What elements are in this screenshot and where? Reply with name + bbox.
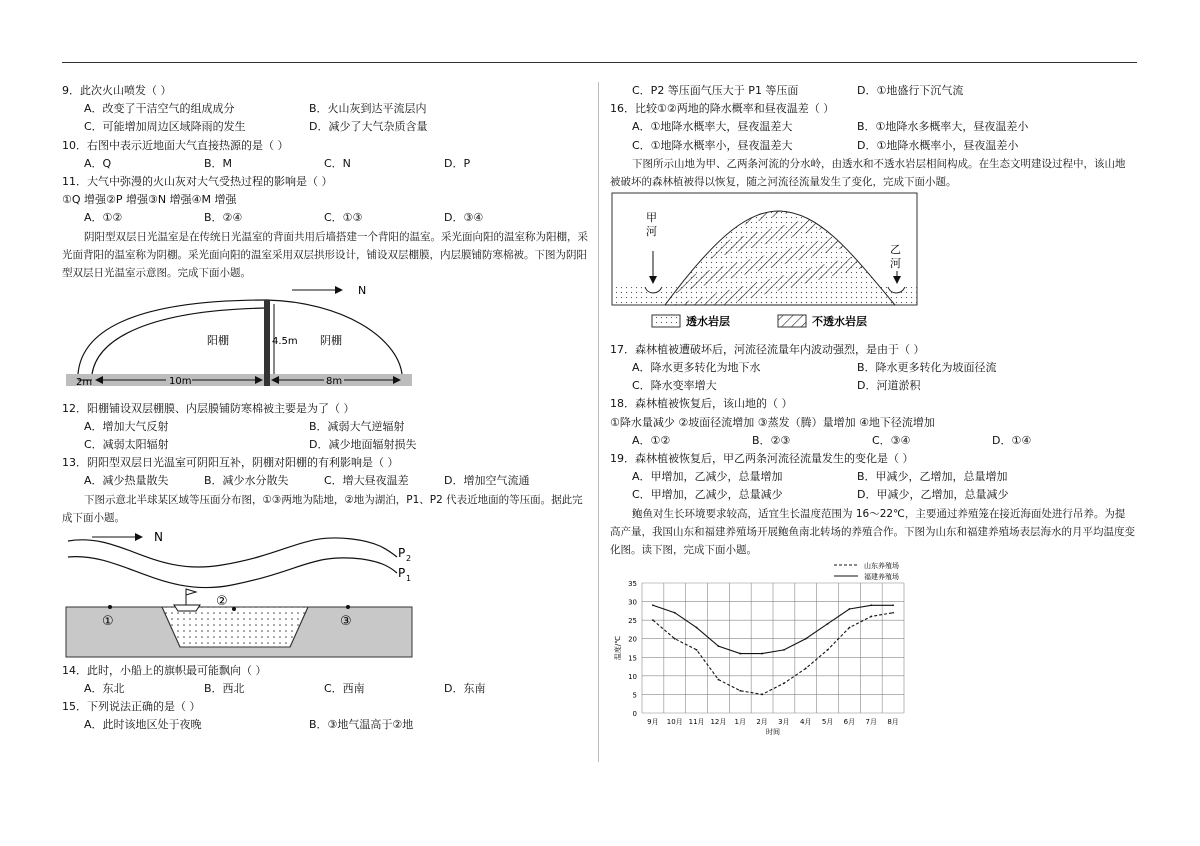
legend-permeable-swatch xyxy=(652,315,680,327)
q10-options xyxy=(62,155,592,173)
data-point xyxy=(696,626,698,628)
x-tick-label: 2月 xyxy=(756,717,768,726)
x-tick-label: 7月 xyxy=(865,717,877,726)
point-1-label: ① xyxy=(102,613,114,629)
point-3 xyxy=(346,605,350,609)
x-tick-label: 8月 xyxy=(887,717,899,726)
y-tick-label: 35 xyxy=(628,579,637,588)
point-1 xyxy=(108,605,112,609)
yang-inner-arch xyxy=(92,308,267,374)
isobar-p2 xyxy=(68,538,397,567)
q16-option-d: D．①地降水概率小，昼夜温差小 xyxy=(857,138,1019,152)
right-column xyxy=(610,82,1135,759)
data-point xyxy=(652,619,654,621)
q10-stem: 10．右图中表示近地面大气直接热源的是（ ） xyxy=(62,138,289,152)
boat-flag xyxy=(186,589,196,595)
y-tick-label: 25 xyxy=(628,616,637,625)
q13-stem: 13．阴阳型双层日光温室可阴阳互补，阴棚对阳棚的有利影响是（ ） xyxy=(62,456,399,470)
q15-option-c: C．P2 等压面气压大于 P1 等压面 xyxy=(632,84,799,97)
shared-wall xyxy=(264,300,270,386)
q10-option-b: B．M xyxy=(204,156,233,170)
legend-label: 福建养殖场 xyxy=(864,572,899,581)
data-point xyxy=(849,626,851,628)
x-tick-label: 6月 xyxy=(843,717,856,726)
data-point xyxy=(718,645,720,647)
x-axis-label: 时间 xyxy=(766,727,780,736)
x-tick-label: 4月 xyxy=(800,717,812,726)
q14-options xyxy=(62,680,592,698)
q13-option-a: A．减少热量散失 xyxy=(84,474,169,488)
q18-option-d: D．①④ xyxy=(992,433,1032,447)
data-point xyxy=(783,649,785,651)
lake xyxy=(162,607,308,647)
point-3-label: ③ xyxy=(340,613,352,629)
p1-subscript: 1 xyxy=(406,573,412,583)
q18-stem: 18．森林植被恢复后，该山地的（ ） xyxy=(610,397,793,411)
data-point xyxy=(783,682,785,684)
q10-option-a: A．Q xyxy=(84,156,112,170)
data-point xyxy=(892,604,894,606)
data-point xyxy=(870,615,872,617)
q14-option-a: A．东北 xyxy=(84,681,125,695)
q16-options-row2 xyxy=(610,137,1135,155)
height-label: 4.5m xyxy=(272,335,298,347)
intro-greenhouse: 阴阳型双层日光温室是在传统日光温室的背面共用后墙搭建一个背阳的温室。采光面向阳的温室称为阳棚，采光面背阳的温室称为阴棚。采光面向阳的温室采用双层拱形设计，铺设双层棚膜，内层膜铺防寒棉被。下图为阴阳型双层日光温室示意图。完成下面小题。 xyxy=(62,230,588,279)
q12-options-row1 xyxy=(62,418,592,436)
q10-option-c: C．N xyxy=(324,156,351,170)
q19-options-row2 xyxy=(610,486,1135,504)
q18-sub: ①降水量减少 ②坡面径流增加 ③蒸发（腾）量增加 ④地下径流增加 xyxy=(610,415,935,429)
temperature-chart xyxy=(610,559,990,759)
q11-options xyxy=(62,209,592,227)
data-point xyxy=(718,678,720,680)
q13-option-d: D．增加空气流通 xyxy=(444,474,530,488)
data-point xyxy=(674,611,676,613)
legend-label: 山东养殖场 xyxy=(864,561,899,570)
q9-option-d: D．减少了大气杂质含量 xyxy=(309,120,428,134)
q12-option-a: A．增加大气反射 xyxy=(84,419,169,433)
q14-option-d: D．东南 xyxy=(444,681,486,695)
q16-option-a: A．①地降水概率大，昼夜温差大 xyxy=(632,120,793,134)
q11-option-a: A．①② xyxy=(84,211,123,225)
q19-option-b: B．甲减少，乙增加，总量增加 xyxy=(857,470,1008,484)
p2-label: P xyxy=(398,545,406,560)
data-point xyxy=(761,652,763,654)
q12-options-row2 xyxy=(62,436,592,454)
data-point xyxy=(805,667,807,669)
q18-option-b: B．②③ xyxy=(752,433,791,447)
q10-option-d: D．P xyxy=(444,156,471,170)
q12-option-d: D．减少地面辐射损失 xyxy=(309,438,417,452)
x-tick-label: 10月 xyxy=(666,717,683,726)
dim-2m-label: 2m xyxy=(76,376,93,388)
q13-option-b: B．减少水分散失 xyxy=(204,474,289,488)
q14-option-c: C．西南 xyxy=(324,681,365,695)
q19-option-c: C．甲增加，乙减少，总量减少 xyxy=(632,488,783,502)
data-point xyxy=(870,604,872,606)
y-axis-label: 温度/℃ xyxy=(614,635,622,660)
data-point xyxy=(696,649,698,651)
q16-options-row1 xyxy=(610,118,1135,136)
y-tick-label: 10 xyxy=(628,672,637,681)
q19-stem: 19．森林植被恢复后，甲乙两条河流径流量发生的变化是（ ） xyxy=(610,452,914,466)
data-point xyxy=(652,604,654,606)
q17-options-row1 xyxy=(610,359,1135,377)
yang-label: 阳棚 xyxy=(207,333,229,347)
greenhouse-diagram xyxy=(62,282,412,400)
dim-8m-label: 8m xyxy=(326,375,343,387)
point-2-label: ② xyxy=(216,593,228,609)
x-tick-label: 9月 xyxy=(647,717,659,726)
q15-options-row1 xyxy=(62,716,592,734)
header-rule xyxy=(62,62,1137,63)
q12-option-c: C．减弱太阳辐射 xyxy=(84,438,169,452)
q11-stem: 11．大气中弥漫的火山灰对大气受热过程的影响是（ ） xyxy=(62,175,333,189)
q16-option-b: B．①地降水多概率大，昼夜温差小 xyxy=(857,120,1029,134)
data-point xyxy=(761,693,763,695)
data-point xyxy=(674,637,676,639)
boat xyxy=(174,605,200,611)
q15-option-d: D．①地盛行下沉气流 xyxy=(857,84,964,97)
column-divider xyxy=(598,82,599,762)
q14-stem: 14．此时，小船上的旗帜最可能飘向（ ） xyxy=(62,663,267,677)
p2-subscript: 2 xyxy=(406,553,412,563)
q17-options-row2 xyxy=(610,377,1135,395)
data-point xyxy=(827,623,829,625)
q15-option-a: A．此时该地区处于夜晚 xyxy=(84,718,202,732)
q19-option-a: A．甲增加，乙减少，总量增加 xyxy=(632,470,783,484)
dim-10m-label: 10m xyxy=(169,375,192,387)
q12-option-b: B．减弱大气逆辐射 xyxy=(309,419,405,433)
q18-option-c: C．③④ xyxy=(872,433,911,447)
point-2 xyxy=(232,607,236,611)
yi-label: 乙河 xyxy=(890,242,901,270)
q11-option-c: C．①③ xyxy=(324,211,363,225)
data-point xyxy=(739,689,741,691)
legend-impermeable-label: 不透水岩层 xyxy=(812,314,867,328)
x-tick-label: 11月 xyxy=(688,717,705,726)
q9-option-c: C．可能增加周边区域降雨的发生 xyxy=(84,120,246,134)
jia-label: 甲河 xyxy=(646,210,657,238)
q17-option-c: C．降水变率增大 xyxy=(632,379,717,393)
data-point xyxy=(892,611,894,613)
north-label: N xyxy=(358,283,367,297)
q19-option-d: D．甲减少，乙增加，总量减少 xyxy=(857,488,1009,502)
q9-options-row1 xyxy=(62,100,592,118)
q17-stem: 17．森林植被遭破坏后，河流径流量年内波动强烈，是由于（ ） xyxy=(610,342,925,356)
q19-options-row1 xyxy=(610,468,1135,486)
x-tick-label: 12月 xyxy=(710,717,727,726)
y-tick-label: 30 xyxy=(628,598,637,607)
intro-mountain: 下图所示山地为甲、乙两条河流的分水岭，由透水和不透水岩层相间构成。在生态文明建设过程中，该山地被破坏的森林植被得以恢复，随之河流径流量发生了变化，完成下面小题。 xyxy=(610,157,1126,188)
x-tick-label: 5月 xyxy=(821,717,834,726)
data-point xyxy=(739,652,741,654)
q15-option-b: B．③地气温高于②地 xyxy=(309,718,414,732)
x-tick-label: 3月 xyxy=(778,717,790,726)
q11-option-d: D．③④ xyxy=(444,211,484,225)
y-tick-label: 0 xyxy=(632,709,637,718)
intro-isobar: 下图示意北半球某区域等压面分布图，①③两地为陆地，②地为湖泊，P1、P2 代表近地面的等压面。据此完成下面小题。 xyxy=(62,493,583,524)
q13-options xyxy=(62,472,592,490)
isobar-north-label: N xyxy=(154,529,163,544)
x-tick-label: 1月 xyxy=(734,717,746,726)
q11-option-b: B．②④ xyxy=(204,211,243,225)
q17-option-a: A．降水更多转化为地下水 xyxy=(632,361,761,375)
q15-stem: 15．下列说法正确的是（ ） xyxy=(62,700,201,714)
q17-option-d: D．河道淤积 xyxy=(857,379,921,393)
left-column xyxy=(62,82,592,734)
isobar-diagram xyxy=(62,527,422,662)
q9-stem: 9．此次火山喷发（ ） xyxy=(62,84,172,97)
legend-permeable-label: 透水岩层 xyxy=(686,314,730,328)
q14-option-b: B．西北 xyxy=(204,681,245,695)
data-point xyxy=(849,608,851,610)
q12-stem: 12．阳棚铺设双层棚膜、内层膜铺防寒棉被主要是为了（ ） xyxy=(62,401,355,415)
intro-abalone: 鲍鱼对生长环境要求较高，适宜生长温度范围为 16～22℃，主要通过养殖笼在接近海面处进行吊养。为提高产量，我国山东和福建养殖场开展鲍鱼南北转场的养殖合作。下图为山东和福建养殖场表层海水的月平均温度变化图。读下图，完成下面小题。 xyxy=(610,507,1135,556)
y-tick-label: 15 xyxy=(628,653,637,662)
legend-impermeable-swatch xyxy=(778,315,806,327)
q9-options-row2 xyxy=(62,118,592,136)
q11-sub: ①Q 增强②P 增强③N 增强④M 增强 xyxy=(62,193,237,207)
q16-stem: 16．比较①②两地的降水概率和昼夜温差（ ） xyxy=(610,102,835,116)
mountain-diagram xyxy=(610,191,940,341)
y-tick-label: 20 xyxy=(628,635,637,644)
data-point xyxy=(805,637,807,639)
yang-outer-arch xyxy=(78,300,267,374)
isobar-p1 xyxy=(68,556,397,587)
q9-option-b: B．火山灰到达平流层内 xyxy=(309,102,427,116)
q18-options xyxy=(610,432,1135,450)
q17-option-b: B．降水更多转化为坡面径流 xyxy=(857,361,997,375)
q16-option-c: C．①地降水概率小，昼夜温差大 xyxy=(632,138,793,152)
q15-options-row2 xyxy=(610,82,1135,100)
q18-option-a: A．①② xyxy=(632,433,671,447)
q13-option-c: C．增大昼夜温差 xyxy=(324,474,409,488)
p1-label: P xyxy=(398,565,406,580)
q9-option-a: A．改变了干洁空气的组成成分 xyxy=(84,102,235,116)
yin-label: 阴棚 xyxy=(320,333,342,347)
y-tick-label: 5 xyxy=(632,691,637,700)
data-point xyxy=(827,649,829,651)
